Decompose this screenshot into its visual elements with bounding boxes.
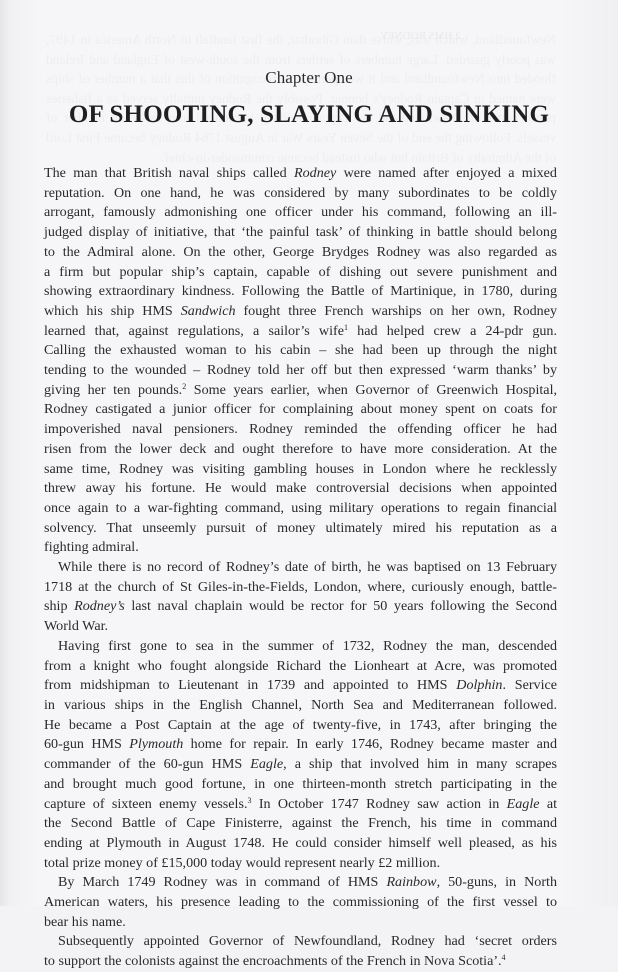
text-line: By March 1749 Rodney was in command of HMS Rainbow, 50-guns, in North (58, 874, 558, 891)
text-line: 60-gun HMS Plymouth home for repair. In early 1746, Rodney became master and (44, 736, 557, 753)
text-line: from a knight who fought alongside Richard the Lionheart at Acre, was promoted (44, 657, 557, 674)
footnote-marker: 1 (343, 322, 348, 332)
ship-name: Eagle (250, 756, 284, 773)
chapter-number: Chapter One (265, 68, 353, 87)
text-line: from midshipman to Lieutenant in 1739 and appointed to HMS Dolphin. Service (44, 677, 557, 694)
text-line: once again to a war-fighting command, using military operations to regain financial (44, 499, 557, 516)
text-line: The man that British naval ships called Rodney were named after enjoyed a mixed (44, 165, 557, 181)
text-line: giving her ten pounds.$^2$ Some years earlier, when Governor of Greenwich Hospital, (44, 381, 558, 398)
text-line: learned that, against regulations, a sailor’s wife$^1$ had helped crew a 24-pdr gun. (44, 322, 557, 339)
text-line: a firm but popular ship’s captain, capable of dishing out severe punishment and (44, 263, 557, 280)
ship-name: Dolphin (456, 677, 503, 694)
text-line: ending at Plymouth in August 1748. He could consider himself well pleased, as his (44, 834, 557, 851)
text-line: He became a Post Captain at the age of twenty-five, in 1743, after bringing the (44, 716, 557, 733)
text-line: to the Admiral alone. On the other, George Brydges Rodney was also regarded as (44, 243, 557, 260)
text-line: to support the colonists against the encroachments of the French in Nova Scotia’.$^4$ (44, 953, 506, 970)
footnote-marker: 3 (247, 795, 252, 805)
paragraph (44, 164, 557, 558)
paragraph (44, 637, 557, 873)
paragraph (44, 873, 557, 932)
text-line: threw away his fortune. He would make controversial decisions when appointed (44, 480, 557, 497)
text-line: total prize money of £15,000 today would represent nearly £2 million. (44, 854, 441, 871)
text-line: judged display of initiative, that ‘the painful task’ of thinking in battle should belong (44, 224, 557, 241)
text-line: the Second Battle of Cape Finisterre, against the French, his time in command (44, 815, 557, 832)
bleedthrough-text (46, 30, 556, 167)
body-text (44, 164, 557, 972)
text-line: fighting admiral. (44, 539, 139, 556)
text-line: Rodney castigated a junior officer for complaining about money spent on coats for (44, 401, 557, 418)
text-line: reputation. On one hand, he was considered by many subordinates to be coldly (44, 184, 557, 201)
text-line: While there is no record of Rodney’s date of birth, he was baptised on 13 February (58, 559, 557, 576)
paragraph (44, 558, 557, 637)
text-line: World War. (44, 618, 109, 635)
text-line: Calling the exhausted woman to his cabin – she had been up through the night (44, 342, 557, 359)
ship-name: Rodney’s (74, 598, 125, 615)
text-line: which his ship HMS Sandwich fought three French warships on her own, Rodney (44, 302, 558, 319)
paragraph (44, 932, 557, 971)
text-line: ship Rodney’s last naval chaplain would be rector for 50 years following the Second (44, 598, 557, 615)
text-line: showing extraordinary kindness. Following the Battle of Martinique, in 1780, during (44, 283, 557, 300)
text-line: Subsequently appointed Governor of Newfoundland, Rodney had ‘secret orders (58, 933, 557, 950)
chapter-title: OF SHOOTING, SLAYING AND SINKING (68, 101, 550, 128)
text-line: commander of the 60-gun HMS Eagle, a ship that involved him in many scrapes (44, 756, 558, 773)
ship-name: Rainbow (386, 874, 437, 891)
text-line: capture of sixteen enemy vessels.$^3$ In October 1747 Rodney saw action in Eagle at (44, 795, 558, 812)
text-line: in various ships in the English Channel, North Sea and Mediterranean followed. (44, 696, 557, 713)
ship-name: Rodney (294, 165, 337, 181)
ship-name: Sandwich (180, 302, 236, 319)
text-line: 1718 at the church of St Giles-in-the-Fields, London, where, curiously enough, battle- (44, 578, 557, 595)
ship-name: Eagle (506, 795, 540, 812)
text-line: risen from the lower deck and ought therefore to have more consideration. At the (44, 440, 557, 457)
text-line: same time, Rodney was visiting gambling houses in London where he recklessly (44, 460, 557, 477)
text-line: arrogant, famously admonishing one officer under his command, following an ill- (44, 204, 557, 221)
text-line: American waters, his presence leading to the commissioning of the first vessel to (44, 894, 557, 911)
footnote-marker: 4 (501, 953, 506, 963)
text-line: solvency. That unseemly pursuit of money ultimately mired his reputation as a (44, 519, 557, 536)
text-line: bear his name. (44, 913, 126, 930)
text-line: and brought much good fortune, in one thirteen-month stretch participating in the (44, 775, 557, 792)
text-line: impoverished naval pensioners. Rodney reminded the offending officer he had (44, 421, 557, 438)
text-line: Having first gone to sea in the summer of 1732, Rodney the man, descended (58, 637, 557, 654)
text-line: tending to the wounded – Rodney told her off but then expressed ‘warm thanks’ by (44, 362, 557, 379)
ship-name: Plymouth (129, 736, 184, 753)
footnote-marker: 2 (182, 381, 187, 391)
running-head-bleedthrough: 2 HMS RODNEY (380, 30, 461, 42)
